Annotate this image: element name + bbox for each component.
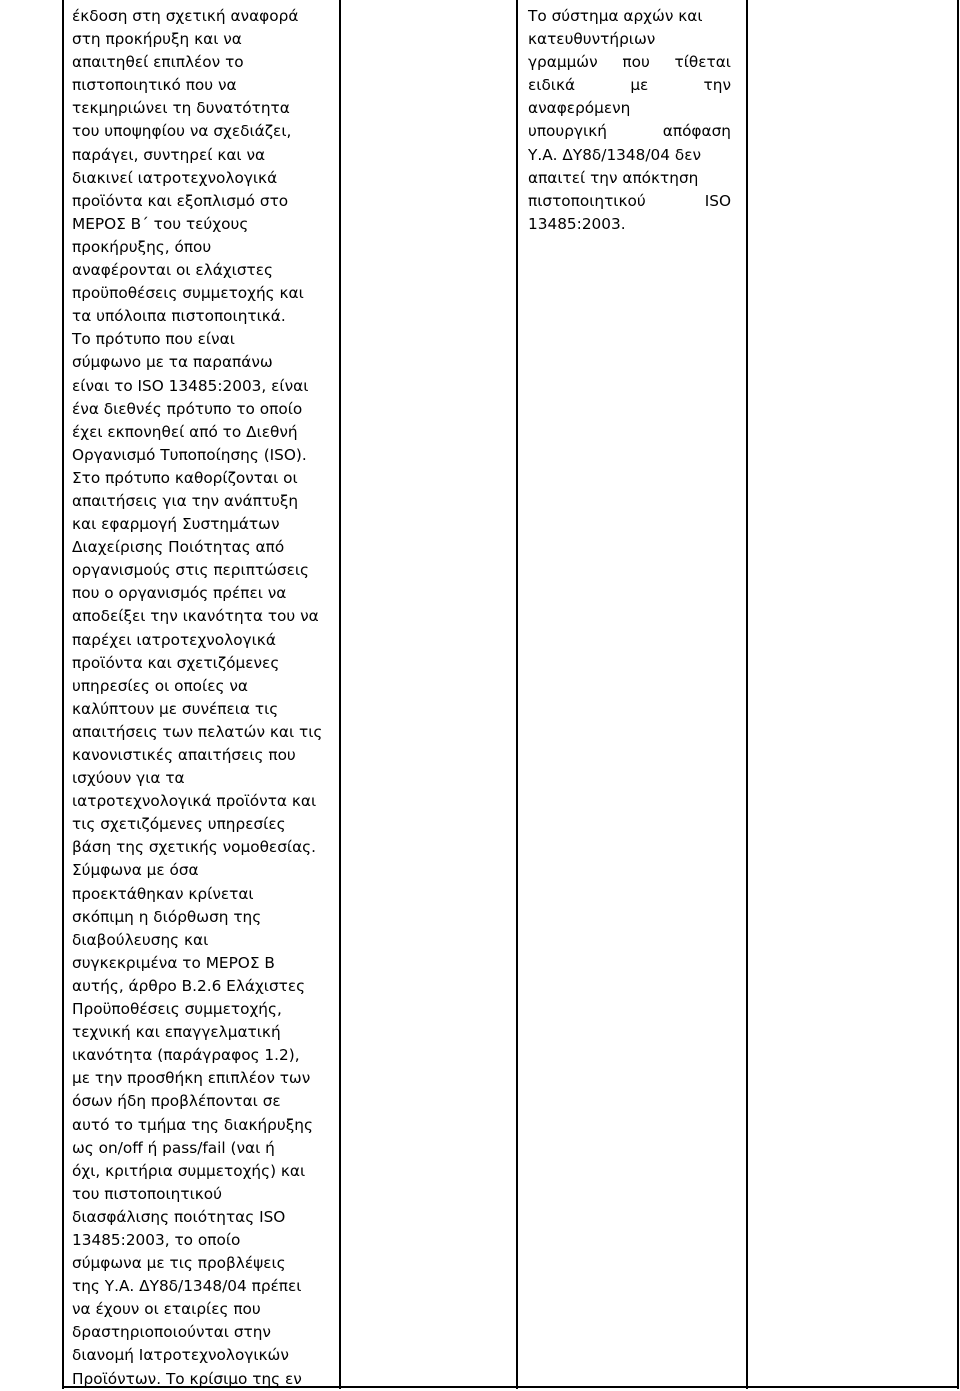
left-cell-line: Σύμφωνα με όσα (72, 861, 199, 880)
table-border-col4 (746, 0, 748, 1389)
right-cell-line (528, 120, 731, 143)
left-cell-line: Διαχείρισης Ποιότητας από (72, 538, 285, 557)
right-cell-word: με (630, 76, 649, 95)
right-cell-text (528, 5, 731, 236)
left-cell-line: Προϊόντων. Το κρίσιμο της εν (72, 1369, 302, 1388)
left-cell-line: καλύπτουν με συνέπεια τις (72, 699, 279, 718)
left-cell-line: διασφάλισης ποιότητας ISO (72, 1207, 286, 1226)
right-cell-word: την (703, 76, 731, 95)
left-cell-line: απαιτήσεις για την ανάπτυξη (72, 491, 299, 510)
left-cell-line: Προϋποθέσεις συμμετοχής, (72, 1000, 282, 1019)
right-cell-word: ISO (704, 191, 731, 210)
left-cell-line: της Υ.Α. ΔΥ8δ/1348/04 πρέπει (72, 1277, 302, 1296)
left-cell-line: σκόπιμη η διόρθωση της (72, 907, 262, 926)
left-cell-line: 13485:2003, το οποίο (72, 1230, 241, 1249)
left-cell-line: τις σχετιζόμενες υπηρεσίες (72, 815, 286, 834)
left-cell-line: διαβούλευσης και (72, 930, 209, 949)
left-cell-line: οργανισμούς στις περιπτώσεις (72, 561, 310, 580)
left-cell-line: τεχνική και επαγγελματική (72, 1023, 281, 1042)
left-cell-line: αναφέρονται οι ελάχιστες (72, 261, 273, 280)
left-cell-line: διακινεί ιατροτεχνολογικά (72, 168, 278, 187)
left-cell-line: υπηρεσίες οι οποίες να (72, 676, 248, 695)
left-cell-line: ως on/off ή pass/fail (ναι ή (72, 1138, 275, 1157)
right-cell-line: αναφερόμενη (528, 99, 631, 118)
right-cell-word: τίθεται (674, 53, 731, 72)
left-cell-line: ικανότητα (παράγραφος 1.2), (72, 1046, 300, 1065)
table-border-col2 (339, 0, 341, 1389)
left-cell-line: έκδοση στη σχετική αναφορά (72, 7, 299, 25)
right-cell-word: υπουργική (528, 122, 607, 141)
left-cell-line: αυτό το τμήμα της διακήρυξης (72, 1115, 313, 1134)
table-border-right (957, 0, 959, 1389)
left-cell-line: με την προσθήκη επιπλέον των (72, 1069, 311, 1088)
left-cell-line: έχει εκπονηθεί από το Διεθνή (72, 422, 298, 441)
left-cell-line: απαιτήσεις των πελατών και τις (72, 722, 323, 741)
left-cell-line: προϊόντα και σχετιζόμενες (72, 653, 280, 672)
left-cell-line: προϋποθέσεις συμμετοχής και (72, 284, 304, 303)
left-cell-line: προϊόντα και εξοπλισμό στο (72, 191, 289, 210)
left-cell-line: διανομή Ιατροτεχνολογικών (72, 1346, 289, 1365)
right-cell-word: γραμμών (528, 53, 598, 72)
left-cell-line: βάση της σχετικής νομοθεσίας. (72, 838, 316, 857)
left-cell-line: του υποψηφίου να σχεδιάζει, (72, 122, 292, 141)
right-cell-word: που (622, 53, 650, 72)
right-cell-line (528, 190, 731, 213)
left-cell-line: σύμφωνα με τις προβλέψεις (72, 1254, 286, 1273)
left-cell-line: Το πρότυπο που είναι (72, 330, 235, 349)
left-cell-line: Οργανισμό Τυποποίησης (ISO). (72, 445, 307, 464)
left-cell-line: όχι, κριτήρια συμμετοχής) και (72, 1161, 306, 1180)
left-cell-line: ΜΕΡΟΣ Β΄ του τεύχους (72, 214, 249, 233)
right-cell-line (528, 51, 731, 74)
right-cell-word: πιστοποιητικού (528, 191, 646, 210)
right-cell-line: 13485:2003. (528, 214, 626, 233)
left-cell-line: και εφαρμογή Συστημάτων (72, 515, 280, 534)
left-cell-line: παρέχει ιατροτεχνολογικά (72, 630, 276, 649)
left-cell-line: Στο πρότυπο καθορίζονται οι (72, 468, 298, 487)
left-cell-line: όσων ήδη προβλέπονται σε (72, 1092, 281, 1111)
right-cell-word: απόφαση (662, 122, 731, 141)
left-cell-line: τεκμηριώνει τη δυνατότητα (72, 99, 290, 118)
left-cell-line: στη προκήρυξη και να (72, 30, 242, 49)
left-cell-line: αποδείξει την ικανότητα του να (72, 607, 319, 626)
left-cell-line: προκήρυξης, όπου (72, 237, 212, 256)
left-cell-line: ιατροτεχνολογικά προϊόντα και (72, 792, 317, 811)
table-border-left (62, 0, 64, 1389)
right-cell-line: Υ.Α. ΔΥ8δ/1348/04 δεν (528, 145, 702, 164)
left-cell-line: ένα διεθνές πρότυπο το οποίο (72, 399, 303, 418)
left-cell-line: να έχουν οι εταιρίες που (72, 1300, 261, 1319)
left-cell-line: τα υπόλοιπα πιστοποιητικά. (72, 307, 286, 326)
left-cell-line: πιστοποιητικό που να (72, 76, 237, 95)
right-cell-word: ειδικά (528, 76, 576, 95)
left-cell-line: είναι το ISO 13485:2003, είναι (72, 376, 309, 395)
left-cell-line: αυτής, άρθρο Β.2.6 Ελάχιστες (72, 976, 306, 995)
right-cell-line (528, 74, 731, 97)
left-cell-line: σύμφωνο με τα παραπάνω (72, 353, 273, 372)
left-cell-line: συγκεκριμένα το ΜΕΡΟΣ Β (72, 953, 275, 972)
left-cell-line: κανονιστικές απαιτήσεις που (72, 746, 296, 764)
left-cell-line: του πιστοποιητικού (72, 1184, 222, 1203)
left-cell-text (72, 5, 322, 1391)
right-cell-line: Το σύστημα αρχών και (528, 7, 703, 25)
left-cell-line: ισχύουν για τα (72, 769, 185, 788)
left-cell-line: δραστηριοποιούνται στην (72, 1323, 271, 1342)
right-cell-line: κατευθυντήριων (528, 30, 656, 49)
left-cell-line: προεκτάθηκαν κρίνεται (72, 884, 254, 903)
left-cell-line: απαιτηθεί επιπλέον το (72, 53, 244, 72)
left-cell-line: που ο οργανισμός πρέπει να (72, 584, 287, 603)
left-cell-line: παράγει, συντηρεί και να (72, 145, 266, 164)
table-border-col3 (516, 0, 518, 1389)
right-cell-line: απαιτεί την απόκτηση (528, 168, 699, 187)
